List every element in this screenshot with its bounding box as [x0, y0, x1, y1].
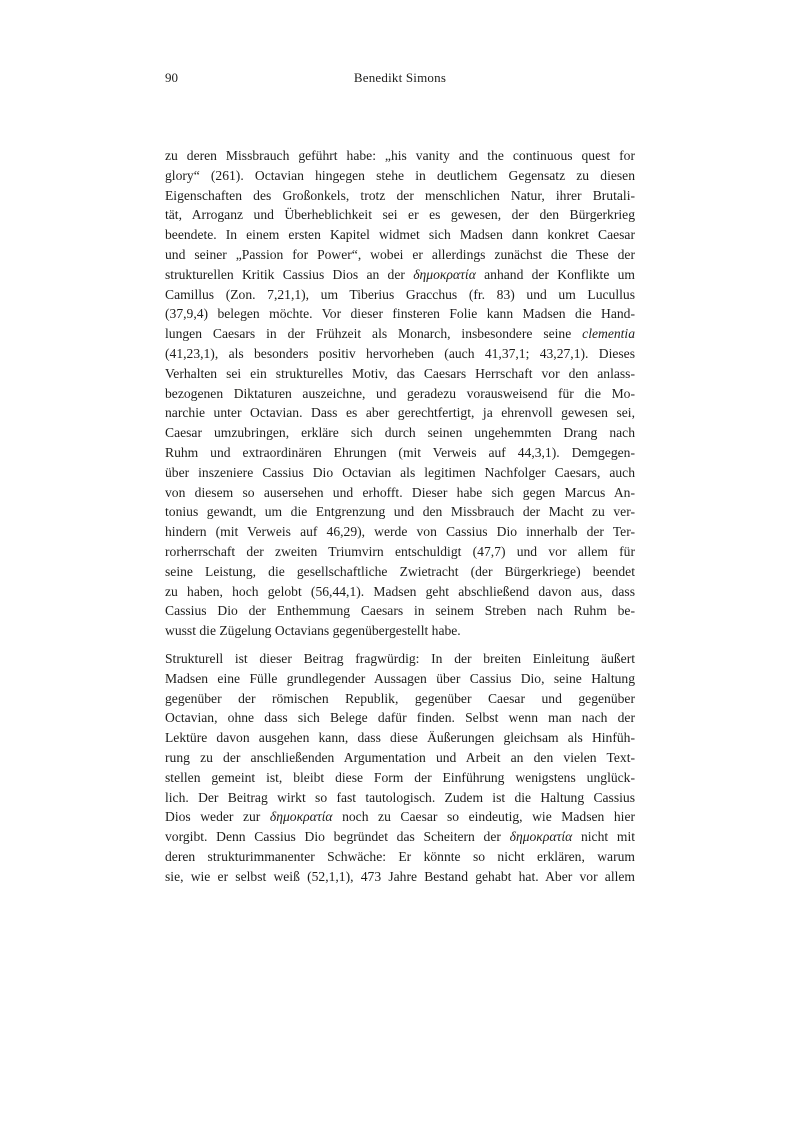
text-line: Lektüre davon ausgehen kann, dass diese Äußerungen gleichsam als Hinfüh- [165, 730, 635, 746]
text-line: Madsen eine Fülle grundlegender Aussagen über Cassius Dio, seine Haltung [165, 670, 635, 686]
text-line: seine Leistung, die gesellschaftliche Zwietracht (der Bürgerkriege) beendet [165, 563, 635, 579]
text-line: narchie unter Octavian. Dass es aber gerechtfertigt, ja ehrenvoll gewesen sei, [165, 405, 635, 421]
text-line: sie, wie er selbst weiß (52,1,1), 473 Jahre Bestand gehabt hat. Aber vor allem [165, 868, 635, 884]
text-line: vorgibt. Denn Cassius Dio begründet das Scheitern der δημοκρατία nicht mit [165, 829, 636, 845]
text-line: glory“ (261). Octavian hingegen stehe in deutlichem Gegensatz zu diesen [165, 167, 635, 183]
text-line: tonius gewandt, um die Entgrenzung und den Missbrauch der Macht zu ver- [165, 504, 635, 520]
text-line: hindern (mit Verweis auf 46,29), werde von Cassius Dio innerhalb der Ter- [165, 524, 635, 540]
text-line: (37,9,4) belegen möchte. Vor dieser finsteren Folie kann Madsen die Hand- [165, 306, 635, 322]
text-line: und seiner „Passion for Power“, wobei er allerdings zunächst die These der [165, 246, 635, 262]
text-line: Ruhm und extraordinären Ehrungen (mit Verweis auf 44,3,1). Demgegen- [165, 444, 635, 460]
text-line: rung zu der anschließenden Argumentation und Arbeit an den vielen Text- [165, 749, 635, 765]
text-line: strukturellen Kritik Cassius Dios an der δημοκρατία anhand der Konflikte um [165, 266, 635, 282]
text-line: Octavian, ohne dass sich Belege dafür finden. Selbst wenn man nach der [165, 710, 635, 726]
text-line: zu deren Missbrauch geführt habe: „his vanity and the continuous quest for [165, 148, 635, 163]
paragraph [165, 649, 635, 887]
text-line: stellen gemeint ist, bleibt diese Form der Einführung wenigstens unglück- [165, 769, 635, 785]
text-line: Eigenschaften des Großonkels, trotz der menschlichen Natur, ihrer Brutali- [165, 187, 635, 203]
text-line: lungen Caesars in der Frühzeit als Monarch, insbesondere seine clementia [165, 326, 635, 342]
text-line: deren strukturimmanenter Schwäche: Er könnte so nicht erklären, warum [165, 848, 635, 864]
text-line: tät, Arroganz und Überheblichkeit sei er es gewesen, der den Bürgerkrieg [165, 207, 635, 223]
paragraph [165, 146, 635, 641]
running-title: Benedikt Simons [353, 70, 447, 85]
text-line: Verhalten sei ein strukturelles Motiv, das Caesars Herrschaft vor den anlass- [165, 365, 635, 381]
text-line: von diesem so ausersehen und erhofft. Dieser habe sich gegen Marcus An- [165, 484, 635, 500]
text-line: lich. Der Beitrag wirkt so fast tautologisch. Zudem ist die Haltung Cassius [165, 789, 635, 805]
text-line: über inszeniere Cassius Dio Octavian als legitimen Nachfolger Caesars, auch [165, 464, 635, 480]
text-line: rorherrschaft der zweiten Triumvirn entschuldigt (47,7) und vor allem für [165, 543, 635, 559]
text-line: beendete. In einem ersten Kapitel widmet sich Madsen dann konkret Caesar [165, 227, 635, 243]
text-line: bezogenen Diktaturen auszeichne, und geradezu vorausweisend für die Mo- [165, 385, 635, 401]
text-line: zu haben, hoch gelobt (56,44,1). Madsen geht abschließend davon aus, dass [165, 583, 635, 599]
text-line: wusst die Zügelung Octavians gegenübergestellt habe. [165, 623, 461, 639]
text-line: gegenüber der römischen Republik, gegenüber Caesar und gegenüber [165, 690, 635, 706]
page-number: 90 [165, 70, 178, 85]
text-line: Strukturell ist dieser Beitrag fragwürdig: In der breiten Einleitung äußert [165, 650, 635, 666]
text-line: Cassius Dio der Enthemmung Caesars in seinem Streben nach Ruhm be- [165, 603, 635, 619]
page-header [165, 70, 635, 86]
text-body [165, 146, 635, 886]
text-line: Camillus (Zon. 7,21,1), um Tiberius Gracchus (fr. 83) und um Lucullus [165, 286, 635, 302]
text-line: Caesar umzubringen, erkläre sich durch seinen ungehemmten Drang nach [165, 425, 635, 441]
text-line: Dios weder zur δημοκρατία noch zu Caesar so eindeutig, wie Madsen hier [165, 809, 636, 825]
text-line: (41,23,1), als besonders positiv hervorheben (auch 41,37,1; 43,27,1). Dieses [165, 345, 635, 361]
